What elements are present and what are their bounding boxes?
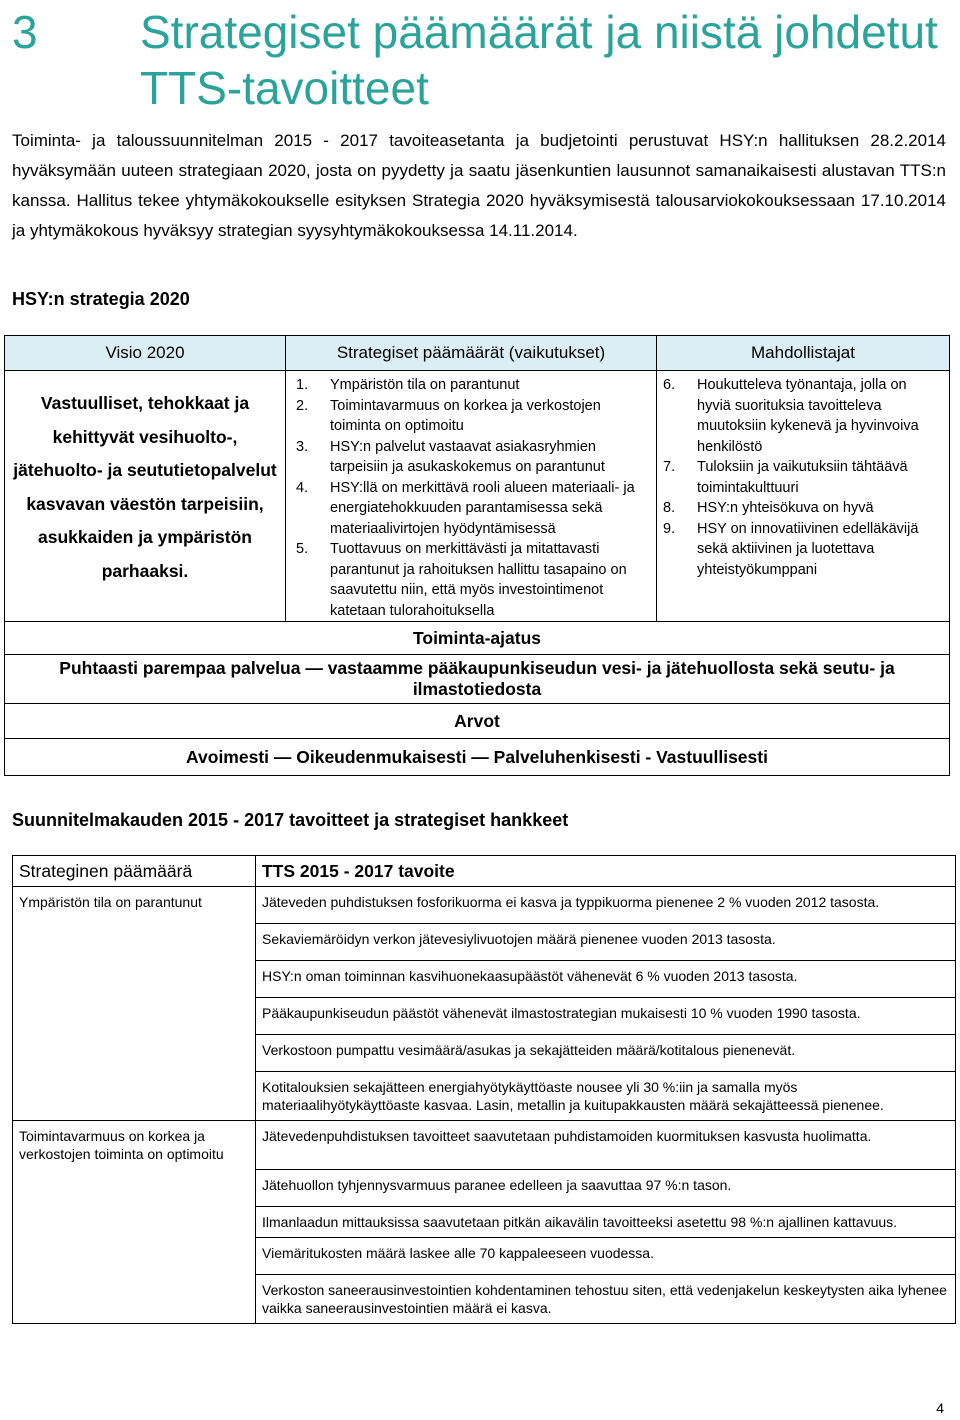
table-row xyxy=(13,1121,956,1170)
table-row xyxy=(13,1206,956,1237)
strategy-table xyxy=(4,335,950,776)
target-item: Sekaviemäröidyn verkon jätevesiylivuotojen määrä pienenee vuoden 2013 tasosta. xyxy=(256,924,956,961)
strategy-content-row xyxy=(5,371,950,622)
target-item: Verkoston saneerausinvestointien kohdentaminen tehostuu siten, että vedenjakelun keskeytysten aika lyhenee vaikka saneerausinvestointien määrä ei kasva. xyxy=(256,1274,956,1323)
section-number: 3 xyxy=(12,6,38,58)
goal-item: 1. Ympäristön tila on parantunut xyxy=(296,377,520,393)
goals-cell xyxy=(286,371,657,622)
enabler-item: 7. Tuloksiin ja vaikutuksiin tähtäävä toimintakulttuuri xyxy=(663,459,908,496)
goal-item: 4. HSY:llä on merkittävä rooli alueen materiaali- ja energiatehokkuuden parantamisessa sekä materiaalivirtojen hyödyntämisessä xyxy=(296,479,635,537)
vision-header: Visio 2020 xyxy=(5,336,286,371)
enablers-header: Mahdollistajat xyxy=(657,336,950,371)
target-item: Kotitalouksien sekajätteen energiahyötykäyttöaste nousee yli 30 %:iin ja samalla myös materiaalihyötykäyttöaste kasvaa. Lasin, metallin ja kuitupakkausten määrä sekajätteessä pienenee. xyxy=(256,1072,956,1121)
targets-title: Suunnitelmakauden 2015 - 2017 tavoitteet ja strategiset hankkeet xyxy=(12,810,569,830)
mission-label-row xyxy=(5,622,950,655)
strategic-goal: Ympäristön tila on parantunut xyxy=(13,887,256,924)
target-item: Viemäritukosten määrä laskee alle 70 kappaleeseen vuodessa. xyxy=(256,1237,956,1274)
section-title: Strategiset päämäärät ja niistä johdetut TTS-tavoitteet xyxy=(140,6,938,114)
table-row xyxy=(13,1072,956,1121)
targets-col-target: TTS 2015 - 2017 tavoite xyxy=(256,856,956,887)
target-item: Jätehuollon tyhjennysvarmuus paranee edelleen ja saavuttaa 97 %:n tason. xyxy=(256,1169,956,1206)
target-item: Ilmanlaadun mittauksissa saavutetaan pitkän aikavälin tavoitteeksi asetettu 98 %:n ajallinen kattavuus. xyxy=(256,1206,956,1237)
values-text: Avoimesti — Oikeudenmukaisesti — Palveluhenkisesti - Vastuullisesti xyxy=(5,739,950,776)
goal-item: 2. Toimintavarmuus on korkea ja verkostojen toiminta on optimoitu xyxy=(296,397,601,434)
mission-label: Toiminta-ajatus xyxy=(5,622,950,655)
target-item: Jätevedenpuhdistuksen tavoitteet saavutetaan puhdistamoiden kuormituksen kasvusta huolimatta. xyxy=(256,1121,956,1170)
goal-item: 5. Tuottavuus on merkittävästi ja mitattavasti parantunut ja rahoituksen hallittu tasapaino on saavutettu niin, että myös investointimenot katetaan tulorahoituksella xyxy=(296,541,627,619)
table-row xyxy=(13,887,956,924)
targets-header-row xyxy=(13,856,956,887)
mission-text-row xyxy=(5,655,950,704)
targets-col-goal: Strateginen päämäärä xyxy=(13,856,256,887)
table-row xyxy=(13,1237,956,1274)
values-text-row xyxy=(5,739,950,776)
table-row xyxy=(13,998,956,1035)
targets-table xyxy=(12,855,956,1324)
table-row xyxy=(13,1169,956,1206)
goals-header: Strategiset päämäärät (vaikutukset) xyxy=(286,336,657,371)
target-item: Verkostoon pumpattu vesimäärä/asukas ja sekajätteiden määrä/kotitalous pienenevät. xyxy=(256,1035,956,1072)
table-row xyxy=(13,924,956,961)
page-number: 4 xyxy=(936,1400,944,1416)
enablers-list xyxy=(663,375,943,580)
intro-paragraph: Toiminta- ja taloussuunnitelman 2015 - 2017 tavoiteasetanta ja budjetointi perustuvat HSY:n hallituksen 28.2.2014 hyväksymään uuteen strategiaan 2020, josta on pyydetty ja saatu jäsenkuntien lausunnot samanaikaisesti alustavan TTS:n kanssa. Hallitus tekee yhtymäkokoukselle esityksen Strategia 2020 hyväksymisestä talousarviokokouksessaan 17.10.2014 ja yhtymäkokous hyväksyy strategian syysyhtymäkokouksessa 14.11.2014. xyxy=(12,131,946,240)
vision-text: Vastuulliset, tehokkaat ja kehittyvät vesihuolto-, jätehuolto- ja seututietopalvelut kasvavan väestön tarpeisiin, asukkaiden ja ympäristön parhaaksi. xyxy=(5,371,286,622)
target-item: HSY:n oman toiminnan kasvihuonekaasupäästöt vähenevät 6 % vuoden 2013 tasosta. xyxy=(256,961,956,998)
enabler-item: 8. HSY:n yhteisökuva on hyvä xyxy=(663,500,874,516)
values-label: Arvot xyxy=(5,704,950,739)
table-row xyxy=(13,1274,956,1323)
target-item: Jäteveden puhdistuksen fosforikuorma ei kasva ja typpikuorma pienenee 2 % vuoden 2012 tasosta. xyxy=(256,887,956,924)
table-row xyxy=(13,961,956,998)
enabler-item: 9. HSY on innovatiivinen edelläkävijä sekä aktiivinen ja luotettava yhteistyökumppani xyxy=(663,520,919,578)
enablers-cell xyxy=(657,371,950,622)
goals-list xyxy=(296,375,646,621)
goal-item: 3. HSY:n palvelut vastaavat asiakasryhmien tarpeisiin ja asukaskokemus on parantunut xyxy=(296,438,605,475)
enabler-item: 6. Houkutteleva työnantaja, jolla on hyviä suorituksia tavoitteleva muutoksiin kykenevä ja hyvinvoiva henkilöstö xyxy=(663,377,919,455)
strategy-header-row xyxy=(5,336,950,371)
target-item: Pääkaupunkiseudun päästöt vähenevät ilmastostrategian mukaisesti 10 % vuoden 1990 tasosta. xyxy=(256,998,956,1035)
table-row xyxy=(13,1035,956,1072)
values-label-row xyxy=(5,704,950,739)
mission-text: Puhtaasti parempaa palvelua — vastaamme pääkaupunkiseudun vesi- ja jätehuollosta sekä seutu- ja ilmastotiedosta xyxy=(5,655,950,704)
strategy-title: HSY:n strategia 2020 xyxy=(12,289,190,309)
strategic-goal: Toimintavarmuus on korkea ja verkostojen toiminta on optimoitu xyxy=(13,1121,256,1170)
